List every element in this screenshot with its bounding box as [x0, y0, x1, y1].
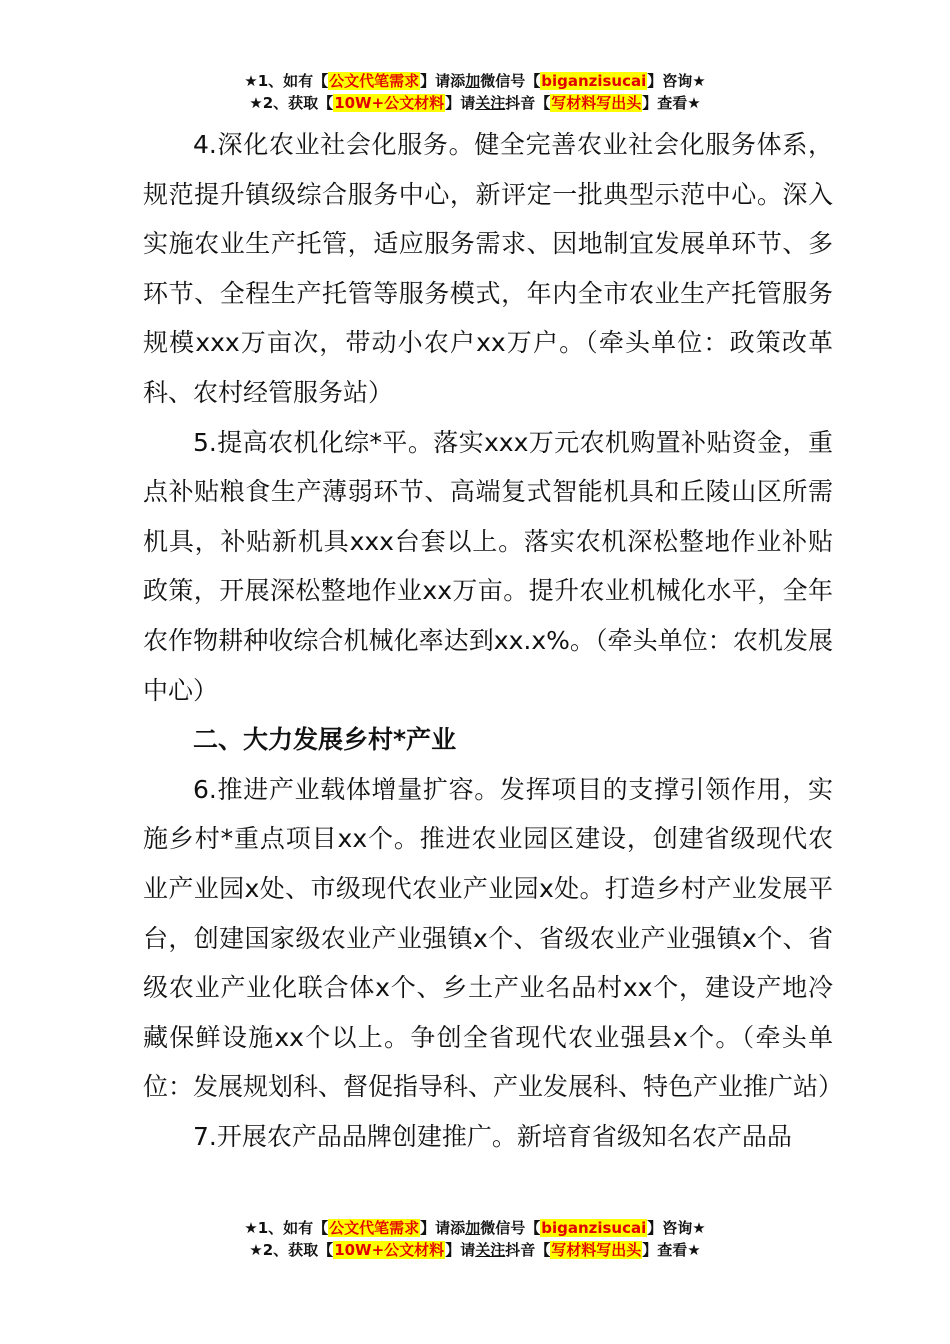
banner-line-1 — [0, 1217, 950, 1239]
banner-text: 抖音【 — [505, 1241, 551, 1259]
banner-text: 微信号【 — [480, 72, 541, 90]
banner-underlined-text: 加 — [465, 1219, 481, 1237]
highlight-materials: 10W+公文材料 — [334, 1241, 445, 1259]
banner-text: 】查看★ — [642, 94, 701, 112]
section-heading: 二、大力发展乡村*产业 — [193, 725, 457, 755]
document-body — [143, 120, 844, 1161]
banner-text: ★2、获取【 — [249, 1241, 334, 1259]
banner-underlined-text: 关注 — [475, 1241, 506, 1259]
highlight-wechat-id: biganzisucai — [541, 1219, 647, 1237]
paragraph-item-5: 5.提高农机化综*平。落实xxx万元农机购置补贴资金，重点补贴粮食生产薄弱环节、高端复式智能机具和丘陵山区所需机具，补贴新机具xxx台套以上。落实农机深松整地作业补贴政策，开展深松整地作业xx万亩。提升农业机械化水平，全年农作物耕种收综合机械化率达到xx.x%。（牵头单位：农机发展中心） — [143, 427, 833, 705]
banner-line-2 — [0, 92, 950, 114]
banner-text: 微信号【 — [480, 1219, 541, 1237]
banner-text: 】请 — [445, 1241, 476, 1259]
header-banner — [0, 70, 950, 114]
banner-text: ★2、获取【 — [249, 94, 334, 112]
banner-text: 抖音【 — [505, 94, 551, 112]
paragraph-item-6: 6.推进产业载体增量扩容。发挥项目的支撑引领作用，实施乡村*重点项目xx个。推进农业园区建设，创建省级现代农业产业园x处、市级现代农业产业园x处。打造乡村产业发展平台，创建国家级农业产业强镇x个、省级农业产业强镇x个、省级农业产业化联合体x个、乡土产业名品村xx个，建设产地冷藏保鲜设施xx个以上。争创全省现代农业强县x个。（牵头单位：发展规划科、督促指导科、产业发展科、特色产业推广站） — [143, 774, 844, 1102]
banner-text: ★1、如有【 — [244, 72, 329, 90]
highlight-materials: 10W+公文材料 — [334, 94, 445, 112]
banner-text: 】查看★ — [642, 1241, 701, 1259]
highlight-service: 公文代笔需求 — [329, 1219, 420, 1237]
banner-text: 】请添 — [420, 72, 466, 90]
paragraph-item-7: 7.开展农产品品牌创建推广。新培育省级知名农产品品 — [193, 1121, 792, 1151]
paragraph-item-4: 4.深化农业社会化服务。健全完善农业社会化服务体系，规范提升镇级综合服务中心，新评定一批典型示范中心。深入实施农业生产托管，适应服务需求、因地制宜发展单环节、多环节、全程生产托管等服务模式，年内全市农业生产托管服务规模xxx万亩次，带动小农户xx万户。（牵头单位：政策改革科、农村经管服务站） — [143, 130, 833, 407]
banner-text: 】请添 — [420, 1219, 466, 1237]
banner-text: 】咨询★ — [647, 72, 706, 90]
banner-line-2 — [0, 1239, 950, 1261]
banner-text: 】请 — [445, 94, 476, 112]
highlight-douyin-account: 写材料写出头 — [551, 94, 642, 112]
footer-banner — [0, 1217, 950, 1261]
highlight-wechat-id: biganzisucai — [541, 72, 647, 90]
banner-underlined-text: 关注 — [475, 94, 506, 112]
highlight-service: 公文代笔需求 — [329, 72, 420, 90]
highlight-douyin-account: 写材料写出头 — [551, 1241, 642, 1259]
banner-underlined-text: 加 — [465, 72, 481, 90]
banner-text: ★1、如有【 — [244, 1219, 329, 1237]
banner-line-1 — [0, 70, 950, 92]
banner-text: 】咨询★ — [647, 1219, 706, 1237]
